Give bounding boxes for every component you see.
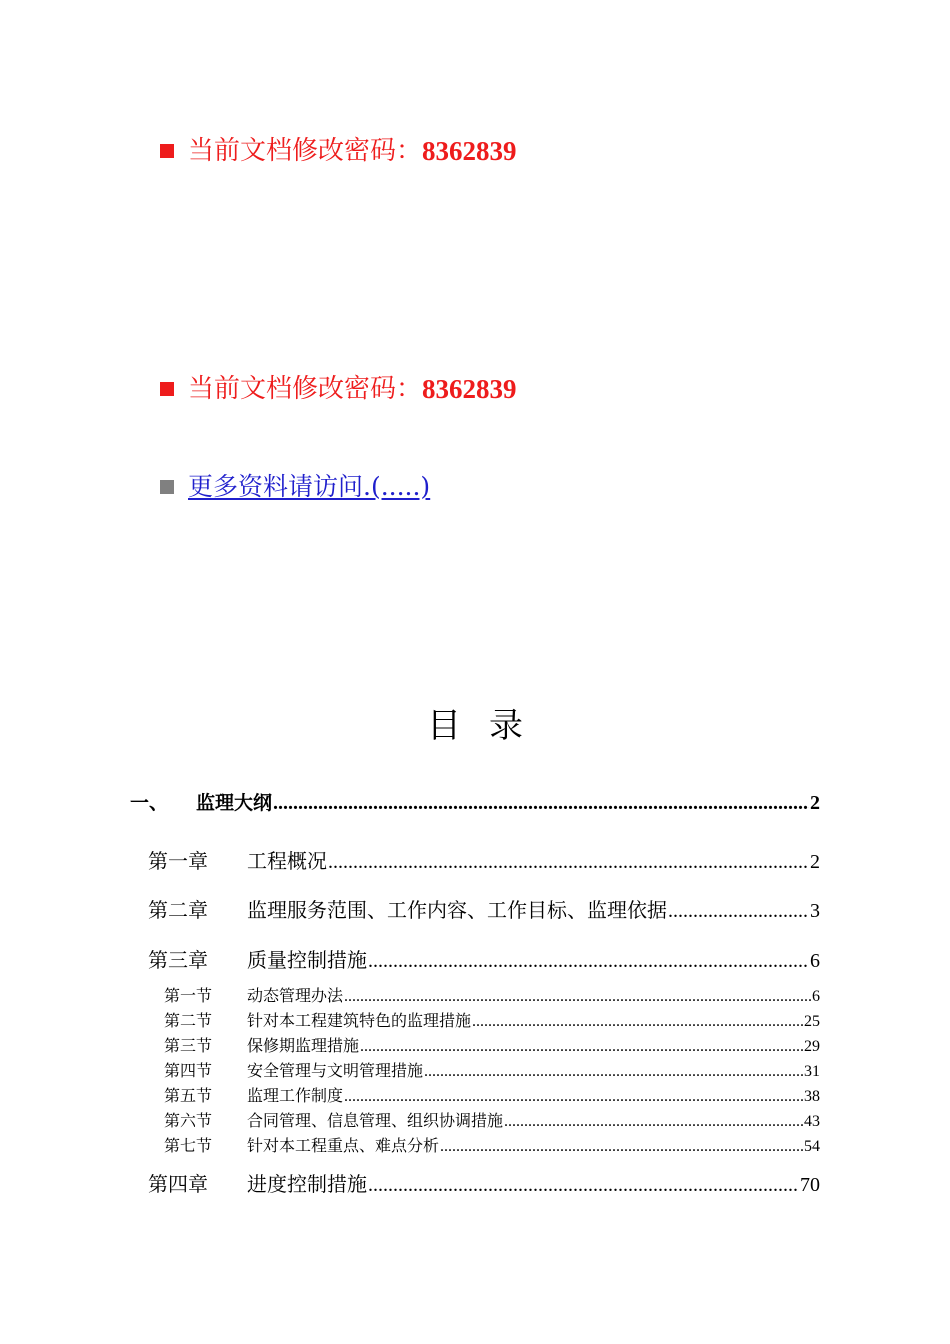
toc-entry-title: 监理大纲: [196, 792, 273, 814]
toc-entry-number: 一、: [130, 792, 169, 814]
toc-dot-leader: [504, 1113, 803, 1131]
toc-page-number: 3: [810, 900, 820, 922]
square-bullet-icon: [160, 480, 174, 494]
toc-page-number: 6: [812, 988, 820, 1005]
toc-entry[interactable]: [164, 1058, 820, 1081]
toc-entry[interactable]: [130, 788, 820, 815]
toc-page-number: 25: [804, 1013, 820, 1030]
toc-dot-leader: [368, 950, 809, 973]
toc-entry-title: 保修期监理措施: [247, 1036, 360, 1055]
toc-entry[interactable]: [164, 1133, 820, 1156]
toc-entry-title: 合同管理、信息管理、组织协调措施: [247, 1111, 504, 1130]
toc-entry-number: 第二章: [148, 898, 208, 922]
toc-entry-number: 第五节: [164, 1086, 213, 1105]
toc-entry-number: 第三章: [148, 948, 208, 972]
toc-entry[interactable]: [148, 894, 820, 923]
toc-dot-leader: [344, 1088, 803, 1106]
toc-entry-number: 第六节: [164, 1111, 213, 1130]
toc-entry[interactable]: [164, 983, 820, 1006]
toc-page-number: 54: [804, 1138, 820, 1155]
square-bullet-icon: [160, 144, 174, 158]
toc-dot-leader: [328, 851, 809, 874]
toc-entry-title: 安全管理与文明管理措施: [247, 1061, 424, 1080]
toc-page-number: 29: [804, 1038, 820, 1055]
more-resources-link[interactable]: 更多资料请访问.(.....): [188, 472, 431, 501]
password-code: 8362839: [422, 136, 517, 166]
toc-entry[interactable]: [164, 1033, 820, 1056]
toc-entry-title: 进度控制措施: [247, 1172, 367, 1196]
toc-dot-leader: [472, 1013, 803, 1031]
toc-page-number: 6: [810, 950, 820, 972]
toc-entry-number: 第四节: [164, 1061, 213, 1080]
toc-entry-title: 监理工作制度: [247, 1086, 344, 1105]
toc-entry-title: 动态管理办法: [247, 986, 344, 1005]
toc-page-number: 2: [810, 851, 820, 873]
toc-entry[interactable]: [148, 1168, 820, 1197]
toc-entry-title: 质量控制措施: [247, 948, 367, 972]
toc-entry-number: 第二节: [164, 1011, 213, 1030]
toc-page-number: 31: [804, 1063, 820, 1080]
toc-entry-number: 第三节: [164, 1036, 213, 1055]
toc-entry-title: 工程概况: [247, 849, 327, 873]
toc-entry-number: 第一节: [164, 986, 213, 1005]
toc-entry-title: 监理服务范围、工作内容、工作目标、监理依据: [247, 898, 667, 922]
toc-entry[interactable]: [164, 1083, 820, 1106]
toc-entry-number: 第七节: [164, 1136, 213, 1155]
toc-entry-title: 针对本工程重点、难点分析: [247, 1136, 440, 1155]
toc-dot-leader: [344, 988, 811, 1006]
password-notice-1: [160, 136, 517, 166]
password-code: 8362839: [422, 374, 517, 404]
toc-dot-leader: [424, 1063, 803, 1081]
toc-dot-leader: [273, 792, 809, 815]
password-notice-2: [160, 374, 517, 404]
toc-dot-leader: [668, 900, 809, 923]
toc-dot-leader: [360, 1038, 803, 1056]
toc-entry-number: 第一章: [148, 849, 208, 873]
toc-entry-number: 第四章: [148, 1172, 208, 1196]
password-label: 当前文档修改密码：: [188, 136, 423, 166]
more-resources-line: [160, 472, 430, 502]
toc-dot-leader: [368, 1174, 799, 1197]
toc-page-number: 38: [804, 1088, 820, 1105]
toc-page-number: 70: [800, 1174, 820, 1196]
password-label: 当前文档修改密码：: [188, 374, 423, 404]
toc-dot-leader: [440, 1138, 803, 1156]
toc-title: 目录: [427, 706, 551, 746]
toc-entry[interactable]: [148, 845, 820, 874]
toc-page-number: 2: [810, 792, 820, 814]
toc-entry-title: 针对本工程建筑特色的监理措施: [247, 1011, 472, 1030]
square-bullet-icon: [160, 382, 174, 396]
toc-entry[interactable]: [164, 1008, 820, 1031]
toc-entry[interactable]: [148, 944, 820, 973]
toc-page-number: 43: [804, 1113, 820, 1130]
toc-entry[interactable]: [164, 1108, 820, 1131]
